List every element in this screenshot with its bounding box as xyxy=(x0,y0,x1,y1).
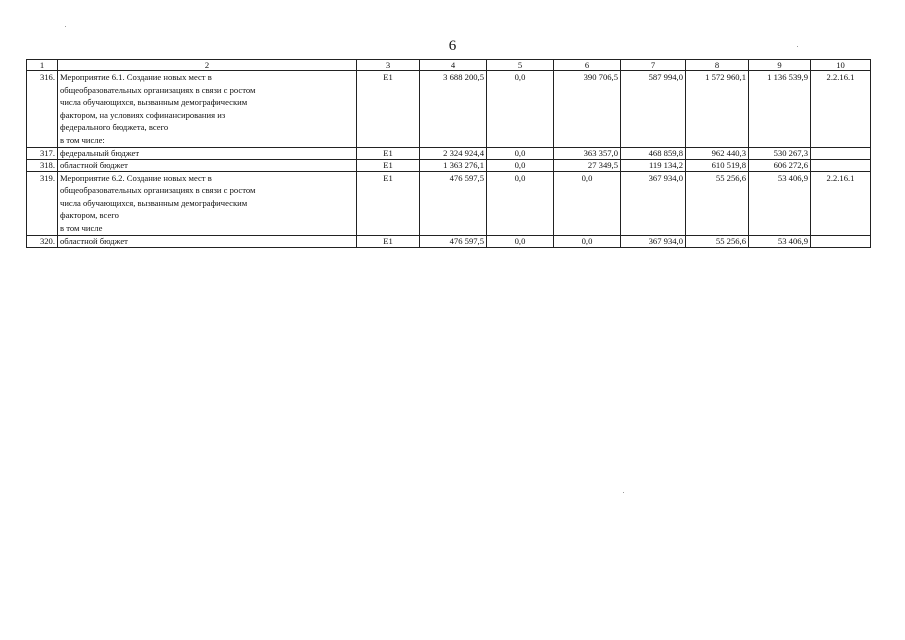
column-header: 4 xyxy=(420,60,487,71)
row-value-col5: 0,0 xyxy=(487,147,554,159)
row-reference: 2.2.16.1 xyxy=(811,171,871,235)
column-header: 3 xyxy=(357,60,420,71)
scan-speck xyxy=(65,26,66,27)
column-header: 1 xyxy=(27,60,58,71)
row-value-col7: 119 134,2 xyxy=(621,159,686,171)
row-code: Е1 xyxy=(357,159,420,171)
scan-speck xyxy=(797,46,798,47)
table-row xyxy=(27,71,871,148)
row-number: 320. xyxy=(27,235,58,247)
row-value-col5: 0,0 xyxy=(487,235,554,247)
page-number: 6 xyxy=(448,38,457,54)
row-value-col8: 55 256,6 xyxy=(686,235,749,247)
row-description: федеральный бюджет xyxy=(58,147,357,159)
row-total: 3 688 200,5 xyxy=(420,71,487,148)
column-header: 9 xyxy=(749,60,811,71)
row-value-col9: 606 272,6 xyxy=(749,159,811,171)
column-header: 10 xyxy=(811,60,871,71)
row-value-col8: 962 440,3 xyxy=(686,147,749,159)
row-number: 319. xyxy=(27,171,58,235)
row-value-col6: 0,0 xyxy=(554,235,621,247)
row-total: 476 597,5 xyxy=(420,171,487,235)
row-total: 476 597,5 xyxy=(420,235,487,247)
row-number: 318. xyxy=(27,159,58,171)
table-row xyxy=(27,147,871,159)
row-number: 317. xyxy=(27,147,58,159)
row-value-col5: 0,0 xyxy=(487,71,554,148)
row-value-col6: 27 349,5 xyxy=(554,159,621,171)
row-value-col6: 363 357,0 xyxy=(554,147,621,159)
row-value-col7: 367 934,0 xyxy=(621,171,686,235)
row-description: областной бюджет xyxy=(58,235,357,247)
row-code: Е1 xyxy=(357,235,420,247)
row-value-col6: 0,0 xyxy=(554,171,621,235)
row-value-col9: 530 267,3 xyxy=(749,147,811,159)
scan-speck xyxy=(623,492,624,493)
row-value-col9: 53 406,9 xyxy=(749,171,811,235)
row-description: областной бюджет xyxy=(58,159,357,171)
row-value-col9: 1 136 539,9 xyxy=(749,71,811,148)
row-total: 1 363 276,1 xyxy=(420,159,487,171)
row-description: Мероприятие 6.2. Создание новых мест в общеобразовательных организациях в связи с ростом числа обучающихся, вызванным демографическим фактором, всего в том числе xyxy=(58,171,357,235)
row-value-col8: 55 256,6 xyxy=(686,171,749,235)
row-description: Мероприятие 6.1. Создание новых мест в общеобразовательных организациях в связи с ростом числа обучающихся, вызванным демографическим фактором, на условиях софинансирования из федерального бюджета, всего в том числе: xyxy=(58,71,357,148)
row-code: Е1 xyxy=(357,171,420,235)
row-value-col5: 0,0 xyxy=(487,171,554,235)
column-header: 6 xyxy=(554,60,621,71)
column-header: 7 xyxy=(621,60,686,71)
column-header: 2 xyxy=(58,60,357,71)
row-reference xyxy=(811,159,871,171)
row-code: Е1 xyxy=(357,147,420,159)
table-row xyxy=(27,159,871,171)
table-row xyxy=(27,171,871,235)
row-value-col8: 1 572 960,1 xyxy=(686,71,749,148)
row-value-col8: 610 519,8 xyxy=(686,159,749,171)
row-value-col7: 587 994,0 xyxy=(621,71,686,148)
row-reference xyxy=(811,235,871,247)
row-code: Е1 xyxy=(357,71,420,148)
column-header: 5 xyxy=(487,60,554,71)
row-reference: 2.2.16.1 xyxy=(811,71,871,148)
column-header: 8 xyxy=(686,60,749,71)
row-value-col7: 367 934,0 xyxy=(621,235,686,247)
row-value-col9: 53 406,9 xyxy=(749,235,811,247)
row-total: 2 324 924,4 xyxy=(420,147,487,159)
row-value-col5: 0,0 xyxy=(487,159,554,171)
row-number: 316. xyxy=(27,71,58,148)
table-row xyxy=(27,235,871,247)
table-header-row xyxy=(27,60,871,71)
row-reference xyxy=(811,147,871,159)
budget-table xyxy=(26,59,871,248)
row-value-col7: 468 859,8 xyxy=(621,147,686,159)
row-value-col6: 390 706,5 xyxy=(554,71,621,148)
